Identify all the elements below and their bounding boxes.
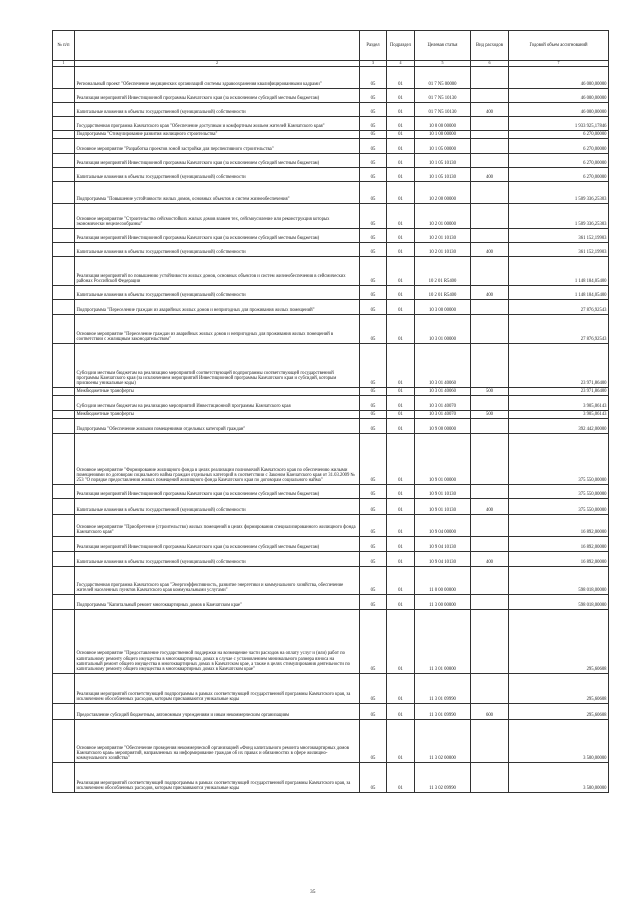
cell-name: Капитальные вложения в объекты государственной (муниципальной) собственности <box>75 168 360 182</box>
cell-name: Региональный проект "Обеспечение медицинских организаций системы здравоохранения квалифицированными кадрами" <box>75 67 360 89</box>
table-row <box>53 229 609 243</box>
header-statya: Целевая статья <box>415 31 471 61</box>
cell-statya: 01 7 N5 00000 <box>415 67 471 89</box>
header-podrazdel: Подраздел <box>387 31 415 61</box>
cell-name: Капитальные вложения в объекты государственной (муниципальной) собственности <box>75 552 360 567</box>
cell-razdel: 05 <box>360 204 387 229</box>
cell-vid <box>471 139 509 154</box>
cell-statya: 10 9 00 00000 <box>415 419 471 434</box>
cell-razdel: 05 <box>360 537 387 552</box>
cell-podrazdel: 01 <box>387 674 415 704</box>
cell-number <box>53 154 75 168</box>
cell-name: Основное мероприятие "Приобретение (строительство) жилых помещений в целях формирования специализированного жилищного фонда Камчатского края" <box>75 515 360 537</box>
cell-number <box>53 763 75 793</box>
table-row <box>53 286 609 300</box>
cell-podrazdel: 01 <box>387 595 415 610</box>
cell-statya: 10 2 01 00000 <box>415 204 471 229</box>
table-row <box>53 419 609 434</box>
cell-number <box>53 434 75 485</box>
cell-statya: 11 0 00 00000 <box>415 567 471 595</box>
cell-statya: 10 3 01 40060 <box>415 344 471 388</box>
column-number: 2 <box>75 61 360 67</box>
table-row <box>53 103 609 117</box>
cell-amount: 1 509 336,25303 <box>509 182 609 204</box>
cell-podrazdel: 01 <box>387 388 415 396</box>
cell-razdel: 05 <box>360 763 387 793</box>
cell-amount: 1 509 336,25303 <box>509 204 609 229</box>
cell-statya: 10 9 04 00000 <box>415 515 471 537</box>
cell-razdel: 05 <box>360 182 387 204</box>
table-row <box>53 300 609 315</box>
cell-statya: 11 3 00 00000 <box>415 595 471 610</box>
cell-vid <box>471 396 509 411</box>
cell-podrazdel: 01 <box>387 154 415 168</box>
cell-statya: 10 9 01 10130 <box>415 499 471 515</box>
cell-razdel: 05 <box>360 396 387 411</box>
cell-podrazdel: 01 <box>387 396 415 411</box>
cell-number <box>53 704 75 720</box>
cell-podrazdel: 01 <box>387 537 415 552</box>
table-row <box>53 763 609 793</box>
cell-razdel: 05 <box>360 610 387 674</box>
header-vid: Вид расходов <box>471 31 509 61</box>
cell-number <box>53 388 75 396</box>
page-number: 35 <box>310 889 316 895</box>
cell-number <box>53 229 75 243</box>
cell-vid <box>471 763 509 793</box>
cell-number <box>53 720 75 763</box>
cell-amount: 375 550,00000 <box>509 499 609 515</box>
cell-razdel: 05 <box>360 704 387 720</box>
cell-name: Реализация мероприятий по повышению устойчивости жилых домов, основных объектов и систем жизнеобеспечения в сейсмических районах Российской Федерации <box>75 257 360 286</box>
cell-name: Основное мероприятие "Формирование жилищного фонда в целях реализации полномочий Камчатского края по обеспечению жилыми помещениями по договорам социального найма граждан отдельных категорий в соответствии с Законом Камчатского края от 31.03.2009 № 253 "О порядке предоставления жилых помещений жилищного фонда Камчатского края по договорам социального найма" <box>75 434 360 485</box>
table-row <box>53 117 609 131</box>
cell-vid: 400 <box>471 168 509 182</box>
cell-amount: 16 892,00000 <box>509 552 609 567</box>
table-row <box>53 67 609 89</box>
header-razdel: Раздел <box>360 31 387 61</box>
cell-amount: 3 500,00000 <box>509 763 609 793</box>
cell-number <box>53 567 75 595</box>
cell-vid <box>471 344 509 388</box>
cell-number <box>53 67 75 89</box>
cell-vid <box>471 67 509 89</box>
cell-podrazdel: 01 <box>387 243 415 257</box>
cell-number <box>53 117 75 131</box>
cell-vid: 400 <box>471 499 509 515</box>
table-row <box>53 411 609 419</box>
cell-number <box>53 103 75 117</box>
cell-vid <box>471 229 509 243</box>
cell-number <box>53 396 75 411</box>
cell-podrazdel: 01 <box>387 168 415 182</box>
cell-statya: 10 2 01 R5400 <box>415 257 471 286</box>
header-row <box>53 31 609 61</box>
cell-podrazdel: 01 <box>387 89 415 103</box>
cell-number <box>53 131 75 139</box>
cell-statya: 10 9 01 00000 <box>415 434 471 485</box>
cell-amount: 3 905,06143 <box>509 411 609 419</box>
cell-name: Реализация мероприятий Инвестиционной программы Камчатского края (за исключением субсидий местным бюджетам) <box>75 89 360 103</box>
cell-amount: 6 270,00000 <box>509 131 609 139</box>
cell-amount: 27 876,92543 <box>509 315 609 344</box>
cell-statya: 11 3 01 09990 <box>415 704 471 720</box>
cell-vid <box>471 595 509 610</box>
cell-statya: 10 0 00 00000 <box>415 117 471 131</box>
cell-name: Основное мероприятие "Обеспечение проведения некоммерческой организацией «Фонд капитального ремонта многоквартирных домов Камчатского края» мероприятий, направленных на информирование граждан об их правах и обязанностях в сфере жилищно-коммунального хозяйства" <box>75 720 360 763</box>
cell-razdel: 05 <box>360 229 387 243</box>
cell-podrazdel: 01 <box>387 286 415 300</box>
cell-statya: 10 2 01 10130 <box>415 229 471 243</box>
cell-number <box>53 537 75 552</box>
cell-razdel: 05 <box>360 595 387 610</box>
cell-vid <box>471 257 509 286</box>
cell-amount: 6 270,00000 <box>509 139 609 154</box>
cell-razdel: 05 <box>360 154 387 168</box>
cell-amount: 375 550,00000 <box>509 434 609 485</box>
cell-podrazdel: 01 <box>387 411 415 419</box>
cell-vid <box>471 117 509 131</box>
cell-amount: 46 000,00000 <box>509 67 609 89</box>
table-row <box>53 515 609 537</box>
cell-amount: 1 933 925,17846 <box>509 117 609 131</box>
table-row <box>53 552 609 567</box>
table-body <box>53 67 609 793</box>
column-number: 1 <box>53 61 75 67</box>
cell-name: Реализация мероприятий Инвестиционной программы Камчатского края (за исключением субсидий местным бюджетам) <box>75 154 360 168</box>
cell-statya: 10 9 04 10130 <box>415 552 471 567</box>
cell-statya: 10 9 04 10130 <box>415 537 471 552</box>
cell-name: Государственная программа Камчатского края "Энергоэффективность, развитие энергетики и коммунального хозяйства, обеспечение жителей населенных пунктов Камчатского края коммунальными услугами" <box>75 567 360 595</box>
cell-number <box>53 89 75 103</box>
cell-vid: 500 <box>471 388 509 396</box>
column-number: 6 <box>471 61 509 67</box>
table-row <box>53 315 609 344</box>
table-row <box>53 182 609 204</box>
budget-table <box>52 30 609 793</box>
cell-vid: 400 <box>471 243 509 257</box>
cell-statya: 10 1 05 10130 <box>415 168 471 182</box>
cell-amount: 23 971,86400 <box>509 344 609 388</box>
table-row <box>53 344 609 388</box>
cell-vid <box>471 154 509 168</box>
cell-amount: 598 018,00000 <box>509 567 609 595</box>
cell-statya: 11 3 02 00000 <box>415 720 471 763</box>
cell-vid <box>471 315 509 344</box>
cell-vid <box>471 567 509 595</box>
cell-vid <box>471 182 509 204</box>
column-number: 7 <box>509 61 609 67</box>
cell-vid <box>471 537 509 552</box>
cell-name: Субсидии местным бюджетам на реализацию мероприятий Инвестиционной программы Камчатского края <box>75 396 360 411</box>
cell-statya: 10 1 00 00000 <box>415 131 471 139</box>
cell-razdel: 05 <box>360 243 387 257</box>
cell-podrazdel: 01 <box>387 131 415 139</box>
cell-vid <box>471 434 509 485</box>
cell-razdel: 05 <box>360 485 387 499</box>
cell-podrazdel: 01 <box>387 419 415 434</box>
table-row <box>53 704 609 720</box>
cell-razdel: 05 <box>360 117 387 131</box>
cell-statya: 10 2 01 R5400 <box>415 286 471 300</box>
cell-number <box>53 168 75 182</box>
cell-name: Подпрограмма "Переселение граждан из аварийных жилых домов и непригодных для проживания жилых помещений" <box>75 300 360 315</box>
table-row <box>53 567 609 595</box>
cell-amount: 392 442,00000 <box>509 419 609 434</box>
cell-podrazdel: 01 <box>387 229 415 243</box>
cell-number <box>53 411 75 419</box>
cell-razdel: 05 <box>360 131 387 139</box>
cell-vid <box>471 89 509 103</box>
cell-podrazdel: 01 <box>387 257 415 286</box>
cell-name: Основное мероприятие "Предоставление государственной поддержки на возмещение части расходов на оплату услуг и (или) работ по капитальному ремонту общего имущества в многоквартирных домах в случае с установлением минимального размера взноса на капитальный ремонт общего имущества в многоквартирных домах в Камчатском крае, а также в целях стимулирования деятельности по капитальному ремонту общего имущества в многоквартирных домах в Камчатском крае" <box>75 610 360 674</box>
cell-number <box>53 485 75 499</box>
cell-amount: 3 500,00000 <box>509 720 609 763</box>
cell-statya: 10 2 01 10130 <box>415 243 471 257</box>
cell-number <box>53 257 75 286</box>
column-number: 5 <box>415 61 471 67</box>
table-row <box>53 595 609 610</box>
cell-amount: 27 876,92543 <box>509 300 609 315</box>
cell-name: Капитальные вложения в объекты государственной (муниципальной) собственности <box>75 243 360 257</box>
cell-vid <box>471 300 509 315</box>
cell-vid <box>471 674 509 704</box>
header-name <box>75 31 360 61</box>
cell-podrazdel: 01 <box>387 139 415 154</box>
cell-vid <box>471 485 509 499</box>
table-row <box>53 674 609 704</box>
cell-razdel: 05 <box>360 344 387 388</box>
cell-name: Реализация мероприятий Инвестиционной программы Камчатского края (за исключением субсидий местным бюджетам) <box>75 537 360 552</box>
cell-statya: 11 3 01 00000 <box>415 610 471 674</box>
cell-number <box>53 610 75 674</box>
cell-vid: 400 <box>471 552 509 567</box>
cell-podrazdel: 01 <box>387 515 415 537</box>
table-row <box>53 204 609 229</box>
cell-razdel: 05 <box>360 411 387 419</box>
cell-podrazdel: 01 <box>387 117 415 131</box>
header-number: № п/п <box>53 31 75 61</box>
cell-razdel: 05 <box>360 300 387 315</box>
document-page <box>52 30 608 793</box>
cell-statya: 01 7 N5 10130 <box>415 89 471 103</box>
cell-podrazdel: 01 <box>387 499 415 515</box>
cell-name: Основное мероприятие "Переселение граждан из аварийных жилых домов и непригодных для проживания жилых помещений в соответствии с жилищным законодательством" <box>75 315 360 344</box>
cell-statya: 11 3 01 09990 <box>415 674 471 704</box>
cell-name: Реализация мероприятий Инвестиционной программы Камчатского края (за исключением субсидий местным бюджетам) <box>75 229 360 243</box>
cell-amount: 361 152,19903 <box>509 243 609 257</box>
table-row <box>53 139 609 154</box>
table-row <box>53 396 609 411</box>
cell-podrazdel: 01 <box>387 315 415 344</box>
cell-statya: 01 7 N5 10130 <box>415 103 471 117</box>
cell-name: Капитальные вложения в объекты государственной (муниципальной) собственности <box>75 499 360 515</box>
table-row <box>53 154 609 168</box>
cell-vid: 600 <box>471 704 509 720</box>
cell-razdel: 05 <box>360 434 387 485</box>
cell-name: Основное мероприятие "Разработка проектов зоной застройки для перспективного строительства" <box>75 139 360 154</box>
cell-name: Реализация мероприятий соответствующей подпрограммы в рамках соответствующей государственной программы Камчатского края, за исключением обособленных расходов, которым присваиваются уникальные коды <box>75 674 360 704</box>
cell-number <box>53 552 75 567</box>
cell-podrazdel: 01 <box>387 763 415 793</box>
cell-podrazdel: 01 <box>387 485 415 499</box>
cell-statya: 10 3 01 40060 <box>415 388 471 396</box>
cell-amount: 1 148 184,05400 <box>509 286 609 300</box>
cell-number <box>53 182 75 204</box>
table-row <box>53 243 609 257</box>
cell-podrazdel: 01 <box>387 182 415 204</box>
cell-podrazdel: 01 <box>387 103 415 117</box>
cell-number <box>53 419 75 434</box>
cell-podrazdel: 01 <box>387 720 415 763</box>
cell-amount: 295,60608 <box>509 674 609 704</box>
cell-amount: 46 000,00000 <box>509 103 609 117</box>
cell-amount: 361 152,19903 <box>509 229 609 243</box>
cell-podrazdel: 01 <box>387 344 415 388</box>
cell-razdel: 05 <box>360 552 387 567</box>
cell-name: Капитальные вложения в объекты государственной (муниципальной) собственности <box>75 103 360 117</box>
cell-razdel: 05 <box>360 103 387 117</box>
cell-razdel: 05 <box>360 67 387 89</box>
table-row <box>53 720 609 763</box>
cell-number <box>53 139 75 154</box>
table-row <box>53 257 609 286</box>
cell-statya: 10 1 05 00000 <box>415 139 471 154</box>
table-row <box>53 434 609 485</box>
cell-name: Реализация мероприятий Инвестиционной программы Камчатского края (за исключением субсидий местным бюджетам) <box>75 485 360 499</box>
cell-number <box>53 344 75 388</box>
cell-statya: 10 2 00 00000 <box>415 182 471 204</box>
cell-number <box>53 515 75 537</box>
cell-name: Капитальные вложения в объекты государственной (муниципальной) собственности <box>75 286 360 300</box>
table-row <box>53 131 609 139</box>
column-number: 4 <box>387 61 415 67</box>
cell-amount: 1 148 184,05400 <box>509 257 609 286</box>
cell-name: Межбюджетные трансферты <box>75 388 360 396</box>
table-row <box>53 89 609 103</box>
cell-name: Подпрограмма "Стимулирование развития жилищного строительства" <box>75 131 360 139</box>
cell-amount: 295,60608 <box>509 610 609 674</box>
cell-statya: 10 1 05 10130 <box>415 154 471 168</box>
cell-amount: 598 018,00000 <box>509 595 609 610</box>
cell-razdel: 05 <box>360 499 387 515</box>
cell-vid <box>471 419 509 434</box>
cell-statya: 10 9 01 10130 <box>415 485 471 499</box>
cell-podrazdel: 01 <box>387 300 415 315</box>
cell-razdel: 05 <box>360 388 387 396</box>
cell-amount: 6 270,00000 <box>509 168 609 182</box>
cell-vid <box>471 204 509 229</box>
cell-razdel: 05 <box>360 89 387 103</box>
cell-razdel: 05 <box>360 515 387 537</box>
cell-number <box>53 595 75 610</box>
cell-podrazdel: 01 <box>387 610 415 674</box>
table-row <box>53 168 609 182</box>
cell-vid <box>471 515 509 537</box>
header-amount: Годовой объем ассигнований <box>509 31 609 61</box>
cell-name: Подпрограмма "Капитальный ремонт многоквартирных домов в Камчатском крае" <box>75 595 360 610</box>
cell-amount: 16 892,00000 <box>509 515 609 537</box>
cell-podrazdel: 01 <box>387 67 415 89</box>
cell-statya: 10 3 00 00000 <box>415 300 471 315</box>
cell-number <box>53 300 75 315</box>
cell-razdel: 05 <box>360 315 387 344</box>
cell-number <box>53 243 75 257</box>
table-row <box>53 485 609 499</box>
cell-razdel: 05 <box>360 567 387 595</box>
cell-podrazdel: 01 <box>387 552 415 567</box>
cell-number <box>53 499 75 515</box>
cell-vid: 400 <box>471 286 509 300</box>
cell-name: Государственная программа Камчатского края "Обеспечение доступным и комфортным жильем жителей Камчатского края" <box>75 117 360 131</box>
cell-amount: 6 270,00000 <box>509 154 609 168</box>
cell-vid: 400 <box>471 103 509 117</box>
cell-number <box>53 286 75 300</box>
cell-name: Предоставление субсидий бюджетным, автономным учреждениям и иным некоммерческим организациям <box>75 704 360 720</box>
cell-vid <box>471 720 509 763</box>
table-row <box>53 499 609 515</box>
cell-razdel: 05 <box>360 419 387 434</box>
cell-razdel: 05 <box>360 139 387 154</box>
cell-amount: 23 971,86400 <box>509 388 609 396</box>
cell-statya: 10 3 01 40070 <box>415 411 471 419</box>
cell-number <box>53 315 75 344</box>
cell-name: Подпрограмма "Повышение устойчивости жилых домов, основных объектов и систем жизнеобеспечения" <box>75 182 360 204</box>
cell-razdel: 05 <box>360 286 387 300</box>
table-row <box>53 388 609 396</box>
cell-amount: 16 892,00000 <box>509 537 609 552</box>
cell-name: Основное мероприятие "Строительство сейсмостойких жилых домов взамен тех, сейсмоусиление или реконструкция которых экономически нецелесообразны" <box>75 204 360 229</box>
cell-podrazdel: 01 <box>387 704 415 720</box>
table-row <box>53 537 609 552</box>
cell-vid: 500 <box>471 411 509 419</box>
cell-vid <box>471 131 509 139</box>
cell-podrazdel: 01 <box>387 567 415 595</box>
cell-name: Межбюджетные трансферты <box>75 411 360 419</box>
cell-razdel: 05 <box>360 720 387 763</box>
cell-number <box>53 674 75 704</box>
cell-razdel: 05 <box>360 168 387 182</box>
cell-amount: 295,60608 <box>509 704 609 720</box>
cell-statya: 10 3 01 40070 <box>415 396 471 411</box>
cell-razdel: 05 <box>360 257 387 286</box>
cell-name: Субсидии местным бюджетам на реализацию мероприятий соответствующей подпрограммы соответствующей государственной программы Камчатского края (за исключением мероприятий Инвестиционной программы Камчатского края и субсидий, которым присвоены уникальные коды) <box>75 344 360 388</box>
cell-name: Подпрограмма "Обеспечение жилыми помещениями отдельных категорий граждан" <box>75 419 360 434</box>
cell-statya: 11 3 02 09990 <box>415 763 471 793</box>
column-number: 3 <box>360 61 387 67</box>
cell-amount: 46 000,00000 <box>509 89 609 103</box>
cell-podrazdel: 01 <box>387 434 415 485</box>
cell-number <box>53 204 75 229</box>
cell-statya: 10 3 01 00000 <box>415 315 471 344</box>
cell-amount: 375 550,00000 <box>509 485 609 499</box>
cell-vid <box>471 610 509 674</box>
cell-razdel: 05 <box>360 674 387 704</box>
cell-podrazdel: 01 <box>387 204 415 229</box>
cell-name: Реализация мероприятий соответствующей подпрограммы в рамках соответствующей государственной программы Камчатского края, за исключением обособленных расходов, которым присваиваются уникальные коды <box>75 763 360 793</box>
table-row <box>53 610 609 674</box>
cell-amount: 3 905,06143 <box>509 396 609 411</box>
